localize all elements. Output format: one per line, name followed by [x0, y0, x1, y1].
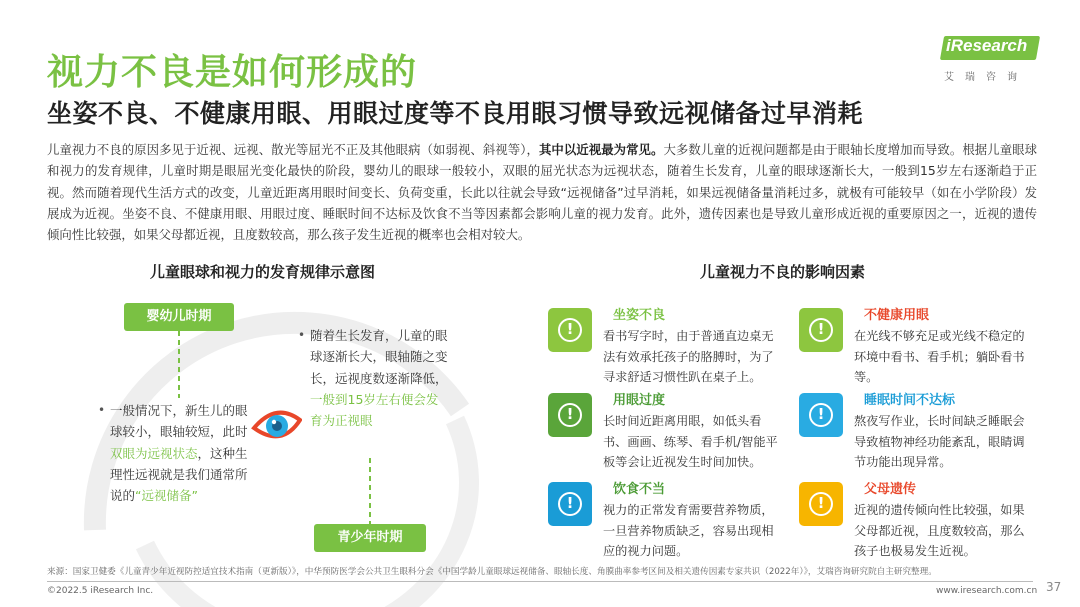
factor-description: 视力的正常发育需要营养物质，一旦营养物质缺乏，容易出现相应的视力问题。 — [603, 503, 774, 558]
infant-text-2: ，这种生理性远视就是我们通常所说的 — [110, 445, 248, 504]
infant-highlight-1: 双眼为远视状态 — [110, 445, 198, 461]
exclamation-icon — [799, 482, 843, 526]
factor-description: 近视的遗传倾向性比较强，如果父母都近视，且度数较高，那么孩子也极易发生近视。 — [854, 503, 1025, 558]
exclamation-ring: ! — [558, 403, 582, 427]
right-panel-title: 儿童视力不良的影响因素 — [700, 263, 866, 281]
exclamation-ring: ! — [809, 492, 833, 516]
intro-part-1: 儿童视力不良的原因多见于近视、远视、散光等屈光不正及其他眼病（如弱视、斜视等）， — [47, 142, 539, 157]
factor-title: 不健康用眼 — [864, 308, 930, 323]
exclamation-icon — [548, 393, 592, 437]
exclamation-icon — [548, 482, 592, 526]
exclamation-icon — [799, 308, 843, 352]
factor-title: 坐姿不良 — [613, 308, 666, 323]
infant-description — [98, 400, 250, 506]
page-subtitle: 坐姿不良、不健康用眼、用眼过度等不良用眼习惯导致远视储备过早消耗 — [47, 99, 864, 128]
factor-title: 睡眠时间不达标 — [864, 393, 956, 408]
infant-highlight-2: “远视储备” — [135, 488, 198, 504]
teen-description — [298, 325, 450, 431]
source-note: 来源：国家卫健委《儿童青少年近视防控适宜技术指南（更新版）》，中华预防医学会公共卫生眼科分会《中国学龄儿童眼球远视储备、眼轴长度、角膜曲率参考区间及相关遗传因素专家共识（2022年）》，艾瑞咨询研究院自主研究整理。 — [47, 567, 937, 577]
page-number: 37 — [1046, 580, 1062, 594]
factor-description: 熬夜写作业，长时间缺乏睡眠会导致植物神经功能紊乱，眼睛调节功能出现异常。 — [854, 414, 1025, 469]
factor-title: 用眼过度 — [613, 393, 666, 408]
factor-description: 看书写字时，由于普通直边桌无法有效承托孩子的胳膊时，为了寻求舒适习惯性趴在桌子上。 — [603, 329, 774, 384]
infant-text-1: 一般情况下，新生儿的眼球较小，眼轴较短，此时 — [110, 403, 248, 440]
tag-teen-period: 青少年时期 — [314, 524, 426, 552]
page-title: 视力不良是如何形成的 — [47, 52, 418, 93]
footer-divider — [47, 581, 1033, 582]
logo-name: iResearch — [946, 36, 1028, 55]
eye-icon — [250, 398, 302, 450]
exclamation-icon — [548, 308, 592, 352]
factor-description: 在光线不够充足或光线不稳定的环境中看书、看手机；躺卧看书等。 — [854, 329, 1025, 384]
bullet-dot: • — [98, 403, 106, 417]
exclamation-ring: ! — [809, 403, 833, 427]
intro-part-2: 大多数儿童的近视问题都是由于眼轴长度增加而导致。根据儿童眼球和视力的发育规律，儿童时期是眼屈光变化最快的阶段，婴幼儿的眼球一般较小，双眼的屈光状态为远视状态，随着生长发育，儿童的眼球逐渐长大，一般到15岁左右逐渐趋于正视。然而随着现代生活方式的改变，儿童近距离用眼时间变长、负荷变重，长此以往就会导致“远视储备”过早消耗，如果远视储备量消耗过多，就极有可能较早（如在小学阶段）发展成为近视。坐姿不良、不健康用眼、用眼过度、睡眠时间不达标及饮食不当等因素都会影响儿童的视力发育。此外，遗传因素也是导致儿童形成近视的重要原因之一，近视的遗传倾向性比较强，如果父母都近视，且度数较高，那么孩子发生近视的概率也会相对较大。 — [47, 142, 1037, 243]
intro-bold: 其中以近视最为常见。 — [538, 142, 664, 157]
website: www.iresearch.com.cn — [936, 586, 1038, 596]
exclamation-icon — [799, 393, 843, 437]
logo-subtext: 艾瑞咨询 — [944, 72, 1028, 83]
factor-description: 长时间近距离用眼，如低头看书、画画、练琴、看手机/智能平板等会让近视发生时间加快。 — [603, 414, 778, 469]
exclamation-ring: ! — [558, 318, 582, 342]
factor-title: 饮食不当 — [613, 482, 666, 497]
bullet-dot: • — [298, 328, 306, 342]
exclamation-ring: ! — [809, 318, 833, 342]
iresearch-logo — [938, 34, 1048, 82]
teen-highlight: 一般到15岁左右便会发育为正视眼 — [310, 391, 439, 429]
copyright: ©2022.5 iResearch Inc. — [47, 586, 154, 596]
exclamation-ring: ! — [558, 492, 582, 516]
factor-title: 父母遗传 — [864, 482, 917, 497]
teen-text-1: 随着生长发育，儿童的眼球逐渐长大，眼轴随之变长，远视度数逐渐降低， — [310, 328, 448, 386]
left-panel-title: 儿童眼球和视力的发育规律示意图 — [150, 263, 376, 281]
tag-infant-period: 婴幼儿时期 — [124, 303, 234, 331]
